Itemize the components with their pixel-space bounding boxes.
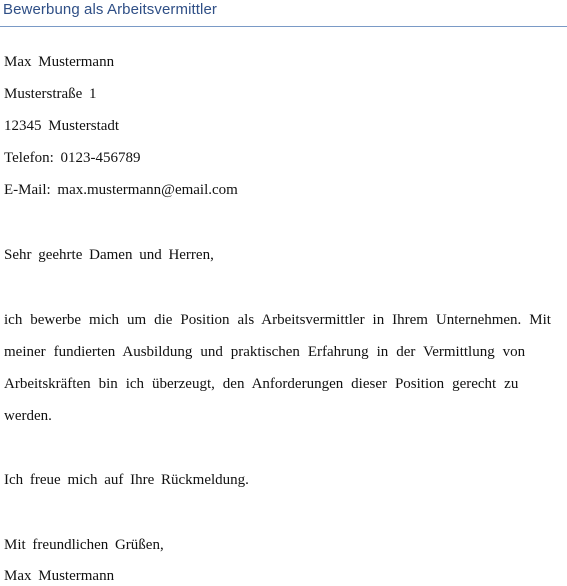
body-line: werden. (4, 408, 52, 424)
sender-phone: Telefon: 0123-456789 (4, 150, 141, 166)
body-line: ich bewerbe mich um die Position als Arbeitsvermittler in Ihrem Unternehmen. Mit (4, 312, 551, 328)
title-divider (0, 26, 567, 27)
closing-greeting: Mit freundlichen Grüßen, (4, 537, 164, 553)
sender-email: E-Mail: max.mustermann@email.com (4, 182, 238, 198)
salutation: Sehr geehrte Damen und Herren, (4, 247, 214, 263)
closing-sentence: Ich freue mich auf Ihre Rückmeldung. (4, 472, 249, 488)
body-line: meiner fundierten Ausbildung und praktischen Erfahrung in der Vermittlung von (4, 344, 526, 360)
document-title: Bewerbung als Arbeitsvermittler (3, 1, 218, 18)
sender-street: Musterstraße 1 (4, 86, 97, 102)
signature-name: Max Mustermann (4, 568, 115, 584)
body-line: Arbeitskräften bin ich überzeugt, den Anforderungen dieser Position gerecht zu (4, 376, 519, 392)
sender-city: 12345 Musterstadt (4, 118, 120, 134)
sender-name: Max Mustermann (4, 54, 115, 70)
